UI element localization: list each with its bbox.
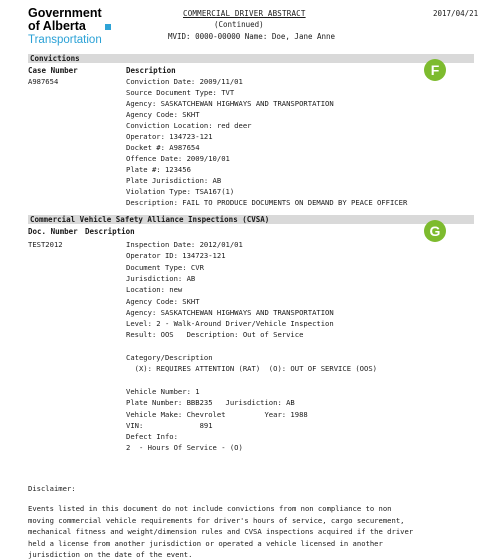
cvsa-badge: G (424, 220, 446, 242)
government-of-alberta-logo (28, 7, 102, 47)
logo-line-3: Transportation (28, 34, 102, 46)
disclaimer-line: moving commercial vehicle requirements for driver's hours of service, cargo securement, (28, 515, 405, 525)
cvsa-detail-line: Vehicle Make: Chevrolet Year: 1988 (126, 409, 308, 419)
cvsa-detail-line: Inspection Date: 2012/01/01 (126, 240, 243, 249)
cvsa-detail-line: Defect Info: (126, 432, 178, 442)
conviction-detail-line: Plate Jurisdiction: AB (126, 176, 222, 185)
cvsa-detail-line: Agency Code: SKHT (126, 296, 200, 306)
cvsa-detail-line: 2 - Hours Of Service - (O) (126, 443, 243, 453)
document-date: 2017/04/21 (433, 9, 479, 18)
mvid-name-line: MVID: 0000-00000 Name: Doe, Jane Anne (168, 32, 336, 41)
conviction-detail-line: Agency Code: SKHT (126, 110, 200, 119)
disclaimer-line: held a license from another jurisdiction or operated a vehicle licensed in another (28, 538, 383, 548)
disclaimer-line: Events listed in this document do not include convictions from non compliance to non (28, 504, 392, 513)
convictions-section-bar (28, 54, 474, 63)
conviction-detail-line: Conviction Date: 2009/11/01 (126, 77, 243, 86)
logo-square-icon (105, 24, 111, 30)
cvsa-detail-line: Level: 2 - Walk-Around Driver/Vehicle Inspection (126, 319, 334, 329)
conviction-detail-line: Agency: SASKATCHEWAN HIGHWAYS AND TRANSPORTATION (126, 99, 334, 108)
cvsa-description-header: Description (85, 227, 135, 236)
logo-line-1: Government (28, 6, 102, 20)
document-title: COMMERCIAL DRIVER ABSTRACT (183, 9, 306, 18)
conviction-detail-line: Plate #: 123456 (126, 165, 191, 174)
logo-line-2: of Alberta (28, 20, 102, 33)
convictions-section-title: Convictions (30, 54, 80, 63)
conviction-detail-line: Operator: 134723-121 (126, 132, 213, 141)
cvsa-detail-line: Agency: SASKATCHEWAN HIGHWAYS AND TRANSPORTATION (126, 307, 334, 317)
document-subtitle: (Continued) (214, 20, 264, 29)
case-number-value: A987654 (28, 77, 59, 86)
cvsa-detail-line: Plate Number: BBB235 Jurisdiction: AB (126, 398, 295, 408)
conviction-detail-line: Violation Type: TSA167(1) (126, 187, 235, 196)
cvsa-detail-line: Operator ID: 134723-121 (126, 251, 226, 261)
conviction-detail-line: Description: FAIL TO PRODUCE DOCUMENTS ON DEMAND BY PEACE OFFICER (126, 198, 408, 207)
conviction-detail-line: Source Document Type: TVT (126, 88, 235, 97)
cvsa-detail-line: Jurisdiction: AB (126, 273, 196, 283)
case-number-header: Case Number (28, 66, 78, 75)
doc-number-header: Doc. Number (28, 227, 78, 236)
cvsa-section-title: Commercial Vehicle Safety Alliance Inspections (CVSA) (30, 215, 270, 224)
cvsa-detail-line: Category/Description (126, 353, 213, 362)
disclaimer-line: jurisdiction on the date of the event. (28, 550, 193, 559)
conviction-detail-line: Docket #: A987654 (126, 143, 200, 152)
cvsa-detail-line: (X): REQUIRES ATTENTION (RAT) (O): OUT OF SERVICE (OOS) (126, 364, 377, 374)
cvsa-detail-line: Vehicle Number: 1 (126, 386, 200, 396)
convictions-badge: F (424, 59, 446, 81)
doc-number-value: TEST2012 (28, 240, 63, 249)
cvsa-detail-line: Location: new (126, 285, 183, 295)
cvsa-detail-line: Document Type: CVR (126, 262, 204, 272)
cvsa-detail-line: Result: OOS Description: Out of Service (126, 330, 304, 340)
conviction-detail-line: Offence Date: 2009/10/01 (126, 154, 230, 163)
disclaimer-line: mechanical fitness and weight/dimension rules and CVSA inspections acquired if the driver (28, 527, 414, 536)
cvsa-detail-line: VIN: 891 (126, 420, 213, 430)
conviction-detail-line: Conviction Location: red deer (126, 121, 252, 130)
convictions-description-header: Description (126, 66, 176, 75)
disclaimer-title: Disclaimer: (28, 484, 76, 493)
